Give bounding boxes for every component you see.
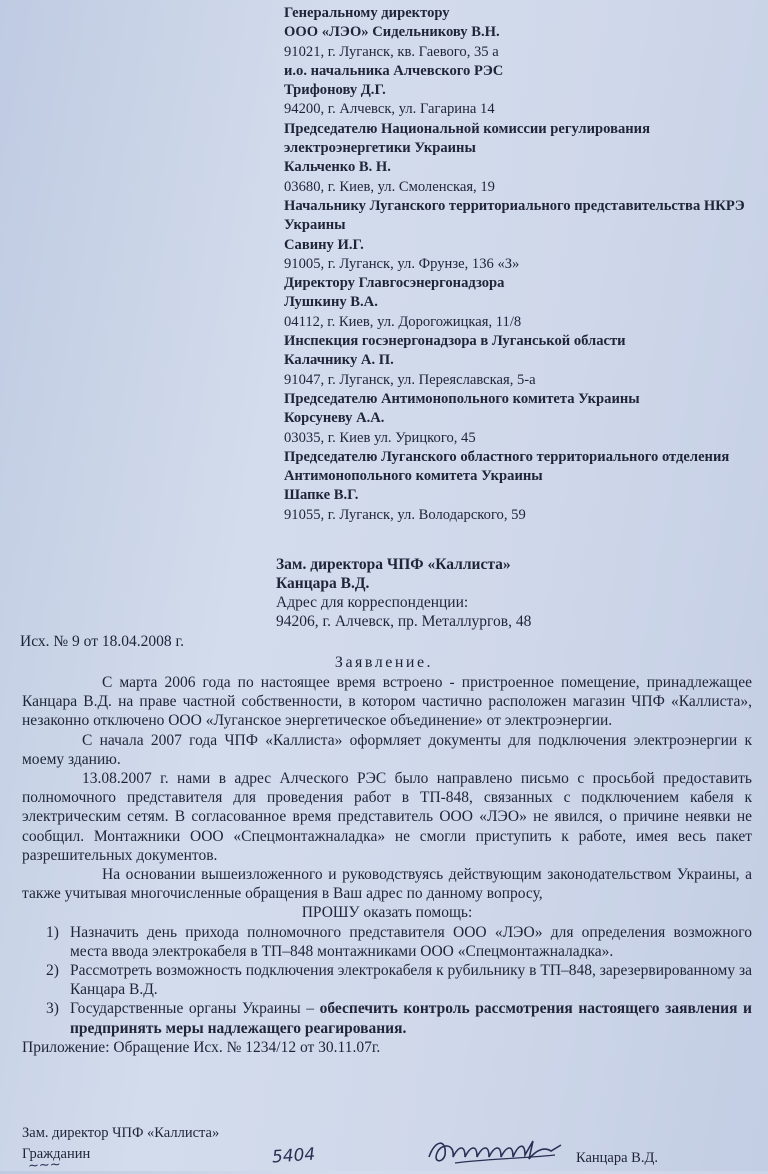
addressee-name: Кальченко В. Н. <box>284 159 391 176</box>
addressee-block <box>284 332 754 390</box>
list-item <box>46 923 752 961</box>
sender-address-label: Адрес для корреспонденции: <box>276 594 469 611</box>
sender-block <box>276 555 746 631</box>
paragraph: На основании вышеизложенного и руководствуясь действующим законодательством Украины, а также учитывая многочисленные обращения в Ваш адрес по данному вопросу, <box>22 866 752 903</box>
sender-title: Зам. директора ЧПФ «Каллиста» <box>276 556 511 573</box>
handwritten-scribble: ~~~ <box>27 1157 62 1174</box>
addressee-address: 03680, г. Киев, ул. Смоленская, 19 <box>284 178 495 195</box>
list-text: Рассмотреть возможность подключения электрокабеля к рубильнику в ТП–848, зарезервированному за Канцара В.Д. <box>70 962 752 999</box>
outgoing-number: Исх. № 9 от 18.04.2008 г. <box>20 633 184 650</box>
list-text-bold: обеспечить контроль рассмотрения настоящего заявления и предпринять меры надлежащего реагирования. <box>70 1000 752 1037</box>
addressee-title: Инспекция госэнергонадзора в Луганськой области <box>284 333 626 350</box>
document-heading: Заявление. <box>334 654 434 671</box>
addressee-title: Председателю Луганского областного территориального отделения Антимонопольного комитета Украины <box>284 448 730 485</box>
addressee-address: 91005, г. Луганск, ул. Фрунзе, 136 «З» <box>284 255 520 272</box>
addressee-name: ООО «ЛЭО» Сидельникову В.Н. <box>284 24 500 41</box>
list-number: 3) <box>46 1000 59 1018</box>
addressee-name: Корсуневу А.А. <box>284 410 385 427</box>
request-list <box>22 923 752 1038</box>
addressee-block <box>284 390 754 448</box>
addressee-block <box>284 62 754 120</box>
footer-citizen: Гражданин <box>22 1146 91 1162</box>
addressee-title: Генеральному директору <box>284 5 450 21</box>
addressee-block <box>284 197 754 274</box>
list-number: 2) <box>46 962 59 980</box>
addressee-address: 03035, г. Киев ул. Урицкого, 45 <box>284 429 476 446</box>
sender-address: 94206, г. Алчевск, пр. Металлургов, 48 <box>276 613 532 630</box>
addressee-name: Трифонову Д.Г. <box>284 82 386 99</box>
request-line: ПРОШУ оказать помощь: <box>301 904 473 922</box>
attachment-line: Приложение: Обращение Исх. № 1234/12 от 30.11.07г. <box>22 1038 381 1056</box>
list-text: Назначить день прихода полномочного представителя ООО «ЛЭО» для определения возможного места ввода электрокабеля в ТП–848 монтажниками ООО «Спецмонтажналадка». <box>70 923 752 960</box>
addressee-title: Председателю Национальной комиссии регулирования электроэнергетики Украины <box>284 120 650 157</box>
addressee-title: Начальнику Луганского территориального представительства НКРЭ Украины <box>284 197 745 234</box>
handwritten-number: 5404 <box>271 1144 316 1168</box>
addressee-block <box>284 4 754 62</box>
addressee-name: Калачнику А. П. <box>284 352 394 369</box>
addressee-name: Шапке В.Г. <box>284 487 359 504</box>
addressee-address: 91055, г. Луганск, ул. Володарского, 59 <box>284 506 526 523</box>
addressee-block <box>284 120 754 197</box>
paragraph: С начала 2007 года ЧПФ «Каллиста» оформляет документы для подключения электроэнергии к моему зданию. <box>22 731 752 768</box>
list-text: Государственные органы Украины – <box>70 1000 320 1018</box>
signature-name: Канцара В.Д. <box>576 1150 658 1166</box>
addressee-address: 04112, г. Киев, ул. Дорогожицкая, 11/8 <box>284 313 522 330</box>
addressee-block <box>284 274 754 332</box>
addressee-name: Лушкину В.А. <box>284 294 378 311</box>
signature-image <box>425 1133 565 1167</box>
list-item <box>46 961 752 999</box>
statement-body <box>22 673 752 1057</box>
list-item <box>22 999 752 1037</box>
footer-position: Зам. директор ЧПФ «Каллиста» <box>22 1125 220 1141</box>
sender-name: Канцара В.Д. <box>276 575 370 592</box>
addressee-title: и.о. начальника Алчевского РЭС <box>284 62 504 79</box>
paragraph: 13.08.2007 г. нами в адрес Алческого РЭС было направлено письмо с просьбой предоставить полномочного представителя для проведения работ в ТП-848, связанных с подключением кабеля к электрическим сетям. В согласованное время представитель ООО «ЛЭО» не явился, о причине неявки не сообщил. Монтажники ООО «Спецмонтажналадка» не смогли приступить к работе, имея весь пакет разрешительных документов. <box>22 770 752 864</box>
addressee-address: 94200, г. Алчевск, ул. Гагарина 14 <box>284 101 495 118</box>
addressee-address: 91047, г. Луганск, ул. Переяславская, 5-а <box>284 371 536 388</box>
addressee-list <box>284 4 754 525</box>
addressee-address: 91021, г. Луганск, кв. Гаевого, 35 а <box>284 43 499 60</box>
addressee-name: Савину И.Г. <box>284 236 364 253</box>
list-number: 1) <box>46 923 59 941</box>
addressee-block <box>284 448 754 525</box>
addressee-title: Директору Главгосэнергонадзора <box>284 275 505 292</box>
addressee-title: Председателю Антимонопольного комитета Украины <box>284 390 640 407</box>
paragraph: С марта 2006 года по настоящее время встроено - пристроенное помещение, принадлежащее Канцара В.Д. на праве частной собственности, в котором частично расположен магазин ЧПФ «Каллиста», незаконно отключено ООО «Луганское энергетическое объединение» от электроэнергии. <box>22 674 752 730</box>
